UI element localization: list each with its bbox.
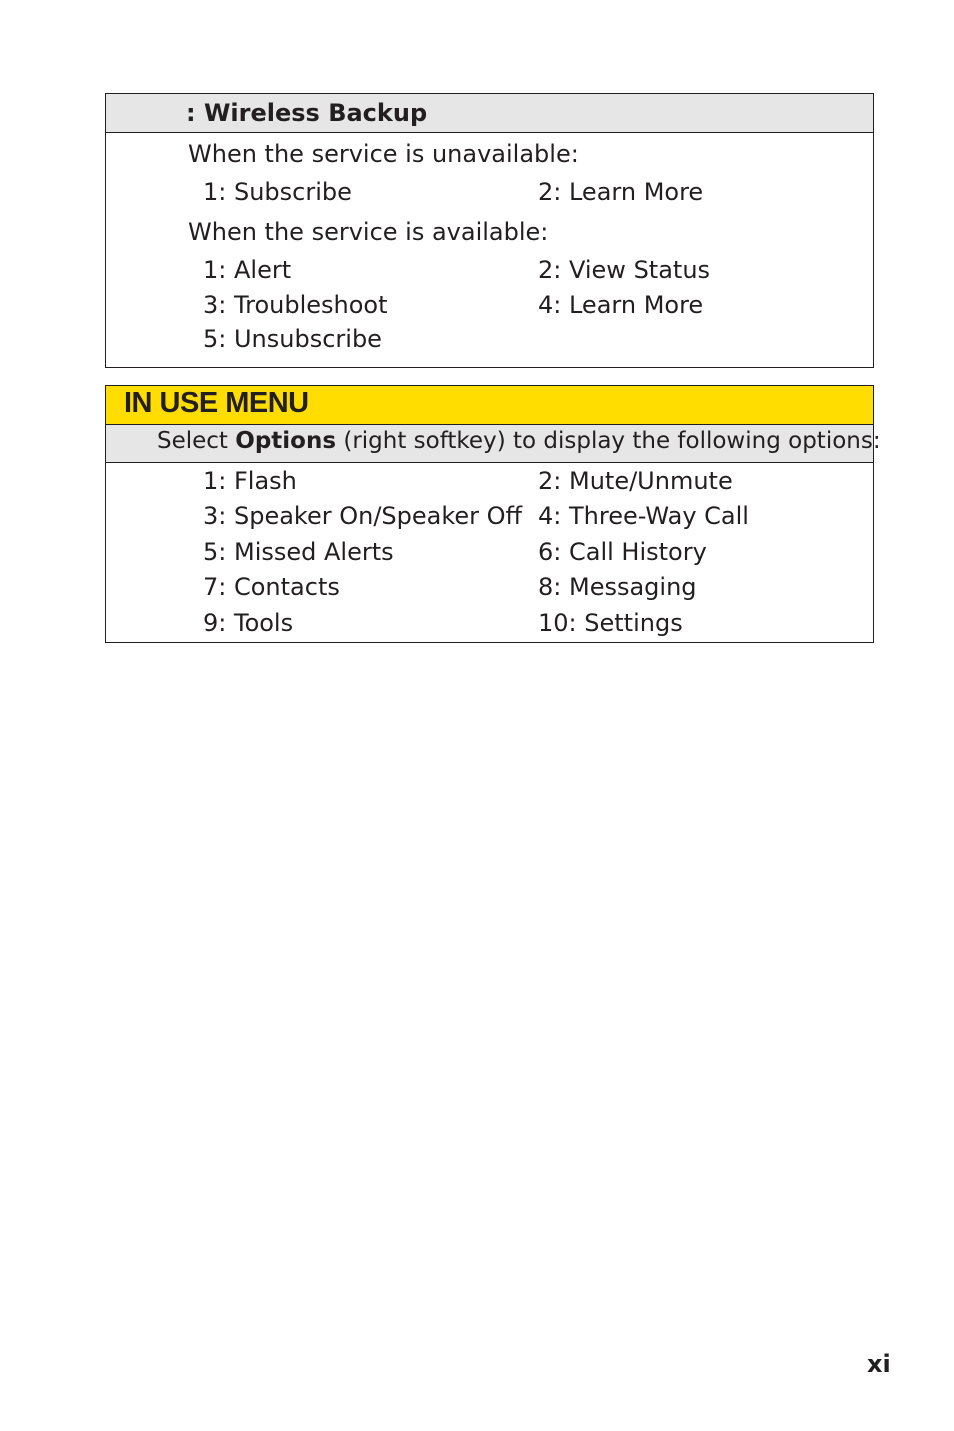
menu-item: 10: Settings <box>538 609 683 637</box>
menu-item: 5: Missed Alerts <box>203 538 394 566</box>
in-use-menu-section <box>105 385 881 643</box>
menu-item: 8: Messaging <box>538 573 697 601</box>
menu-item: 9: Tools <box>203 609 294 637</box>
menu-item: 3: Speaker On/Speaker Off <box>203 502 523 530</box>
menu-item: 6: Call History <box>538 538 707 566</box>
menu-item: 2: View Status <box>538 256 711 284</box>
instruction-prefix: Select <box>157 428 236 454</box>
menu-item: 4: Three-Way Call <box>538 502 749 530</box>
wireless-backup-header <box>106 94 873 133</box>
options-instruction-row <box>106 425 881 463</box>
menu-item: 1: Alert <box>203 256 292 284</box>
in-use-menu-title: IN USE MENU <box>124 387 309 419</box>
available-intro: When the service is available: <box>188 218 549 246</box>
instruction-suffix: (right softkey) to display the following options: <box>336 428 881 454</box>
menu-item: 7: Contacts <box>203 573 340 601</box>
menu-item: 5: Unsubscribe <box>203 325 382 353</box>
wireless-backup-title: : Wireless Backup <box>186 99 428 127</box>
page-number: xi <box>867 1350 891 1378</box>
menu-item: 2: Mute/Unmute <box>538 467 733 495</box>
in-use-menu-header <box>106 386 873 425</box>
menu-item: 1: Subscribe <box>203 178 352 206</box>
menu-item: 3: Troubleshoot <box>203 291 388 319</box>
options-keyword: Options <box>235 428 337 454</box>
menu-item: 2: Learn More <box>538 178 704 206</box>
menu-item: 4: Learn More <box>538 291 704 319</box>
unavailable-intro: When the service is unavailable: <box>188 140 579 168</box>
menu-item: 1: Flash <box>203 467 297 495</box>
options-instruction <box>157 428 881 454</box>
wireless-backup-section <box>105 93 874 368</box>
